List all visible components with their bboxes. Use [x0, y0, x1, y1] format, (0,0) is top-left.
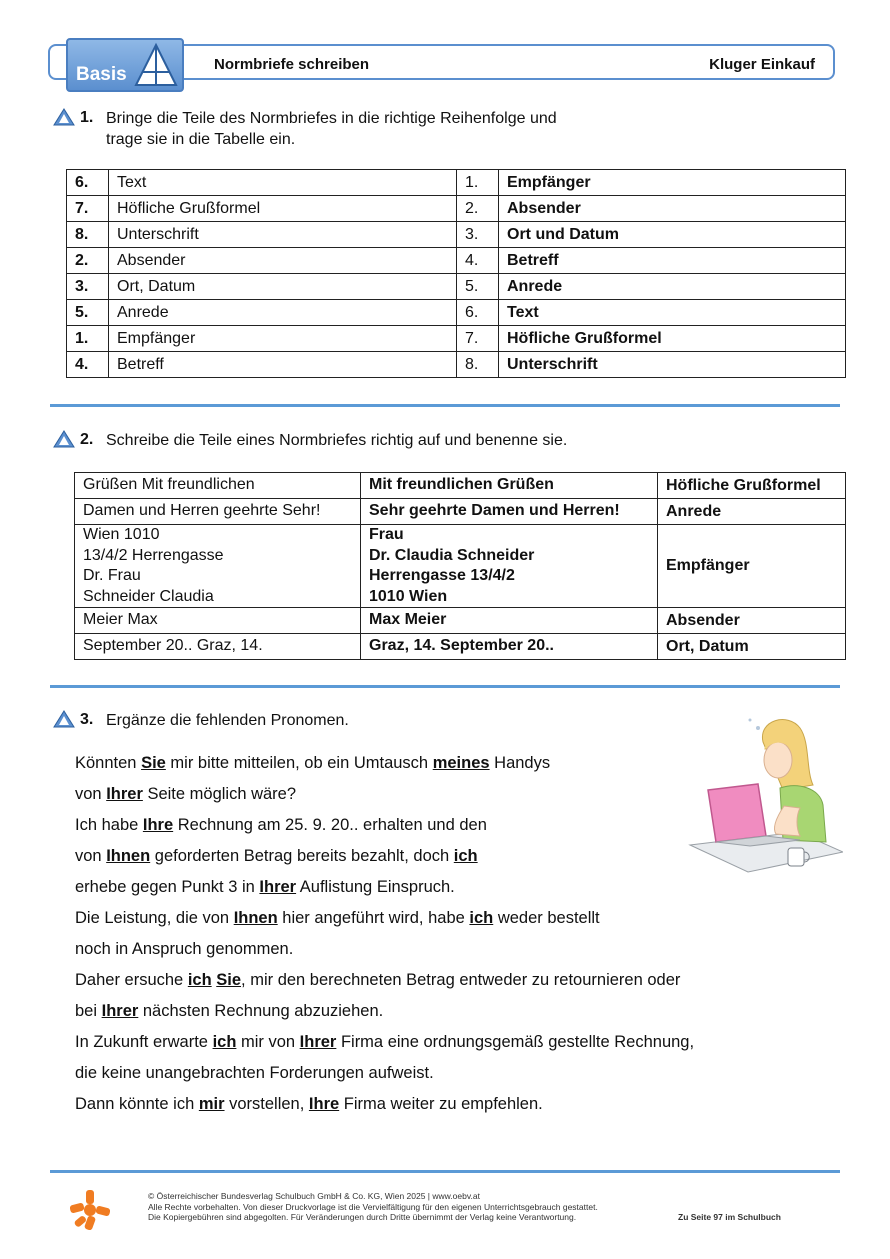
- table-row: [67, 300, 846, 326]
- task-instruction: Schreibe die Teile eines Normbriefes richtig auf und benenne sie.: [106, 432, 568, 449]
- text-segment: , mir den berechneten Betrag entweder zu retournieren oder: [241, 971, 681, 989]
- pronoun-exercise-text: [75, 748, 775, 1120]
- label-cell: Anrede: [658, 499, 846, 525]
- text-segment: Könnten: [75, 754, 142, 772]
- correct-cell: [361, 473, 658, 499]
- page-topic: Kluger Einkauf: [709, 56, 815, 73]
- text-segment: Ich habe: [75, 816, 143, 834]
- text-segment: Firma eine ordnungsgemäß gestellte Rechnung,: [336, 1033, 695, 1051]
- letter-part: Betreff: [109, 352, 457, 378]
- table-row: [67, 170, 846, 196]
- row-number: 8.: [67, 222, 109, 248]
- cell-line: Mit freundlichen Grüßen: [369, 476, 554, 494]
- cell-line: 13/4/2 Herrengasse: [83, 546, 224, 564]
- correct-cell: [361, 634, 658, 660]
- cell-line: Grüßen Mit freundlichen: [83, 476, 255, 494]
- task-instruction: [106, 108, 557, 150]
- task-number: 1.: [80, 109, 94, 126]
- position-number: 6.: [457, 300, 499, 326]
- instruction-line: trage sie in die Tabelle ein.: [106, 131, 296, 148]
- page-title: Normbriefe schreiben: [214, 56, 370, 73]
- pronoun-answer: Ihre: [308, 1095, 340, 1113]
- text-segment: bei: [75, 1002, 102, 1020]
- triangle-level-icon: [53, 710, 75, 728]
- jumbled-cell: [75, 525, 361, 608]
- cell-line: Dr. Frau: [83, 567, 141, 584]
- letter-part: Absender: [109, 248, 457, 274]
- letter-part: Empfänger: [109, 326, 457, 352]
- text-segment: Firma weiter zu empfehlen.: [339, 1095, 543, 1113]
- pronoun-answer: Ihrer: [101, 1002, 139, 1020]
- answer-cell: Anrede: [499, 274, 846, 300]
- position-number: 1.: [457, 170, 499, 196]
- text-line: [75, 996, 775, 1027]
- text-segment: Handys: [489, 754, 551, 772]
- text-segment: Auflistung Einspruch.: [296, 878, 455, 896]
- text-segment: hier angeführt wird, habe: [277, 909, 470, 927]
- table-row: [75, 608, 846, 634]
- triangle-level-icon: [53, 108, 75, 126]
- row-number: 3.: [67, 274, 109, 300]
- table-row: [75, 473, 846, 499]
- table-row: [67, 326, 846, 352]
- letter-part: Text: [109, 170, 457, 196]
- task-instruction: Ergänze die fehlenden Pronomen.: [106, 712, 349, 729]
- label-cell: Ort, Datum: [658, 634, 846, 660]
- cell-line: 1010 Wien: [369, 587, 448, 605]
- footer-line: © Österreichischer Bundesverlag Schulbuch GmbH & Co. KG, Wien 2025 | www.oebv.at: [148, 1191, 480, 1201]
- cell-line: Schneider Claudia: [83, 587, 214, 605]
- row-number: 1.: [67, 326, 109, 352]
- text-line: [75, 934, 775, 965]
- section-divider: [50, 685, 840, 688]
- answer-cell: Unterschrift: [499, 352, 846, 378]
- table-row: [75, 499, 846, 525]
- table-row: [67, 352, 846, 378]
- text-line: [75, 779, 775, 810]
- label-cell: Empfänger: [658, 525, 846, 608]
- triangle-level-icon: [53, 430, 75, 448]
- letter-part: Unterschrift: [109, 222, 457, 248]
- jumbled-cell: [75, 634, 361, 660]
- row-number: 7.: [67, 196, 109, 222]
- pronoun-answer: Ihre: [142, 816, 174, 834]
- footer-reference: Zu Seite 97 im Schulbuch: [678, 1212, 781, 1222]
- logo-text: Basis: [76, 64, 127, 85]
- letter-part: Höfliche Grußformel: [109, 196, 457, 222]
- woman-laptop-illustration: [688, 710, 843, 880]
- pronoun-answer: meines: [432, 754, 490, 772]
- footer-line: Alle Rechte vorbehalten. Von dieser Druckvorlage ist die Vervielfältigung für den eigenen Unterrichtsgebrauch gestattet.: [148, 1201, 598, 1212]
- publisher-logo-icon: [70, 1190, 110, 1230]
- cell-line: Wien 1010: [83, 526, 160, 543]
- pronoun-answer: Ihnen: [233, 909, 278, 927]
- cell-line: Graz, 14. September 20..: [369, 637, 554, 655]
- cell-line: Max Meier: [369, 611, 447, 629]
- cell-line: Herrengasse 13/4/2: [369, 567, 515, 584]
- table-row: [67, 196, 846, 222]
- position-number: 3.: [457, 222, 499, 248]
- text-segment: mir von: [236, 1033, 300, 1051]
- text-segment: die keine unangebrachten Forderungen aufweist.: [75, 1064, 434, 1082]
- table-row: [67, 274, 846, 300]
- cell-line: Sehr geehrte Damen und Herren!: [369, 502, 620, 520]
- cell-line: Meier Max: [83, 611, 158, 629]
- text-line: [75, 903, 775, 934]
- text-segment: mir bitte mitteilen, ob ein Umtausch: [165, 754, 433, 772]
- table-row: [75, 634, 846, 660]
- text-segment: von: [75, 785, 107, 803]
- label-cell: Höfliche Grußformel: [658, 473, 846, 499]
- table-row: [67, 248, 846, 274]
- table-row: [75, 525, 846, 608]
- position-number: 2.: [457, 196, 499, 222]
- text-line: [75, 748, 775, 779]
- task-number: 3.: [80, 711, 94, 728]
- jumbled-cell: [75, 608, 361, 634]
- correct-cell: [361, 608, 658, 634]
- row-number: 4.: [67, 352, 109, 378]
- row-number: 5.: [67, 300, 109, 326]
- triangle-logo-icon: [134, 42, 178, 88]
- answer-cell: Betreff: [499, 248, 846, 274]
- pronoun-answer: Ihrer: [299, 1033, 337, 1051]
- text-segment: Seite möglich wäre?: [142, 785, 297, 803]
- cell-line: September 20.. Graz, 14.: [83, 637, 263, 655]
- position-number: 4.: [457, 248, 499, 274]
- pronoun-answer: Ihnen: [106, 847, 151, 865]
- text-segment: Die Leistung, die von: [75, 909, 234, 927]
- instruction-line: Bringe die Teile des Normbriefes in die richtige Reihenfolge und: [106, 110, 557, 127]
- answer-cell: Höfliche Grußformel: [499, 326, 846, 352]
- text-segment: erhebe gegen Punkt 3 in: [75, 878, 260, 896]
- footer-copyright: [148, 1191, 598, 1223]
- jumbled-cell: [75, 499, 361, 525]
- answer-cell: Empfänger: [499, 170, 846, 196]
- task-number: 2.: [80, 431, 94, 448]
- text-line: [75, 1089, 775, 1120]
- answer-cell: Absender: [499, 196, 846, 222]
- answer-cell: Ort und Datum: [499, 222, 846, 248]
- label-cell: Absender: [658, 608, 846, 634]
- section-divider: [50, 404, 840, 407]
- task1-table: [66, 169, 846, 378]
- text-segment: Rechnung am 25. 9. 20.. erhalten und den: [173, 816, 487, 834]
- text-line: [75, 872, 775, 903]
- text-line: [75, 1027, 775, 1058]
- text-segment: In Zukunft erwarte: [75, 1033, 213, 1051]
- text-line: [75, 841, 775, 872]
- text-segment: geforderten Betrag bereits bezahlt, doch: [150, 847, 454, 865]
- cell-line: Frau: [369, 526, 404, 543]
- letter-part: Anrede: [109, 300, 457, 326]
- correct-cell: [361, 525, 658, 608]
- pronoun-answer: mir: [198, 1095, 225, 1113]
- position-number: 5.: [457, 274, 499, 300]
- jumbled-cell: [75, 473, 361, 499]
- correct-cell: [361, 499, 658, 525]
- row-number: 6.: [67, 170, 109, 196]
- letter-part: Ort, Datum: [109, 274, 457, 300]
- pronoun-answer: ich: [212, 1033, 237, 1051]
- basis-logo: [66, 38, 184, 92]
- table-row: [67, 222, 846, 248]
- answer-cell: Text: [499, 300, 846, 326]
- pronoun-answer: ich: [469, 909, 494, 927]
- footer-line: Die Kopiergebühren sind abgegolten. Für Veränderungen durch Dritte übernimmt der Verlag keine Verantwortung.: [148, 1212, 577, 1222]
- text-line: [75, 810, 775, 841]
- text-segment: weder bestellt: [493, 909, 600, 927]
- task2-table: [74, 472, 846, 660]
- text-segment: Dann könnte ich: [75, 1095, 199, 1113]
- pronoun-answer: ich: [453, 847, 478, 865]
- pronoun-answer: Ihrer: [106, 785, 143, 803]
- pronoun-answer: Sie: [141, 754, 166, 772]
- text-segment: noch in Anspruch genommen.: [75, 940, 294, 958]
- pronoun-answer: ich: [187, 971, 212, 989]
- pronoun-answer: Ihrer: [259, 878, 297, 896]
- section-divider: [50, 1170, 840, 1173]
- row-number: 2.: [67, 248, 109, 274]
- cell-line: Dr. Claudia Schneider: [369, 546, 535, 564]
- text-segment: nächsten Rechnung abzuziehen.: [138, 1002, 384, 1020]
- cell-line: Damen und Herren geehrte Sehr!: [83, 502, 321, 520]
- text-segment: von: [75, 847, 107, 865]
- position-number: 8.: [457, 352, 499, 378]
- text-segment: Daher ersuche: [75, 971, 188, 989]
- text-line: [75, 965, 775, 996]
- pronoun-answer: Sie: [216, 971, 242, 989]
- text-line: [75, 1058, 775, 1089]
- text-segment: vorstellen,: [224, 1095, 309, 1113]
- position-number: 7.: [457, 326, 499, 352]
